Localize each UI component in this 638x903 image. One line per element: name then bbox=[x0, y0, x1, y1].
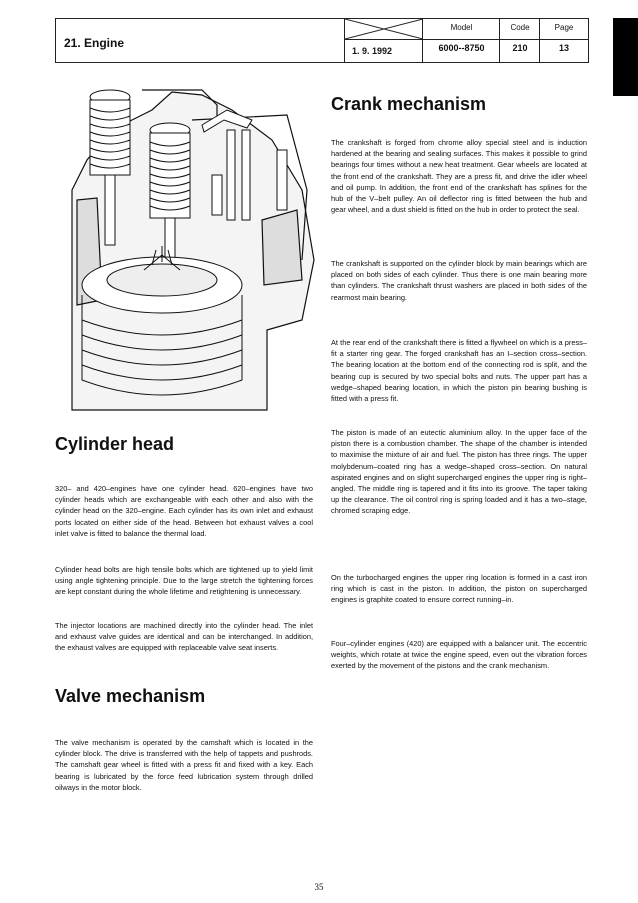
crank-paragraph-2: The crankshaft is supported on the cylinder block by main bearings which are placed on both sides of each cylinder. Thus there is one main bearing more than cylinders. The crankshaft thrust washers are placed in both sides of the rearmost main bearing. bbox=[331, 259, 587, 302]
crank-paragraph-6: Four–cylinder engines (420) are equipped with a balancer unit. The eccentric weights, which rotate at twice the engine speed, even out the vibration forces exerted by the movement of the pistons and the crank mechanism. bbox=[331, 639, 587, 671]
valve-paragraph-1: The valve mechanism is operated by the camshaft which is located in the cylinder block. The drive is transferred with the help of tappets and pushrods. The camshaft gear wheel is fitted with a press fit and fixed with a key. Each bearing is lubricated by the force feed lubrication system through drilled oilways in the motor block. bbox=[55, 738, 313, 792]
model-cell bbox=[422, 19, 500, 62]
document-header bbox=[55, 18, 589, 63]
cross-mark-icon bbox=[345, 19, 423, 39]
chapter-title: 21. Engine bbox=[64, 36, 125, 50]
section-tab-marker bbox=[613, 18, 638, 96]
cylinder-head-cutaway-illustration bbox=[52, 80, 327, 416]
valve-mechanism-heading: Valve mechanism bbox=[55, 686, 206, 706]
cylinder-head-paragraph-2: Cylinder head bolts are high tensile bolts which are tightened up to yield limit using angle tightening principle. Due to the large stretch the tightening forces are kept constant during the whole lifetime and retightening is unnecessary. bbox=[55, 565, 313, 597]
code-cell bbox=[499, 19, 540, 62]
page-label: Page bbox=[554, 23, 574, 32]
code-label: Code bbox=[510, 23, 530, 32]
page-cell bbox=[539, 19, 588, 62]
crank-mechanism-heading: Crank mechanism bbox=[331, 94, 487, 114]
page-value: 13 bbox=[558, 43, 569, 53]
issue-date: 1. 9. 1992 bbox=[352, 46, 393, 56]
page-number: 35 bbox=[314, 882, 324, 892]
crank-paragraph-3: At the rear end of the crankshaft there is fitted a flywheel on which is a press–fit a starter ring gear. The forged crankshaft has an I–section cross–section. The bearing location at the bottom end of the connecting rod is split, and the bearing cup is secured by two special bolts and nuts. The upper part has a wedge–shaped bearing location, in which the piston pin bearing bushing is fitted with a press fit. bbox=[331, 338, 587, 404]
crank-paragraph-4: The piston is made of an eutectic aluminium alloy. In the upper face of the piston there is a combustion chamber. The shape of the chamber is intended to maximise the mixture of air and fuel. The piston has three rings. The upper molybdenum–coated ring has a wedge–shaped cross–section. On natural aspirated engines and on slight supercharged engines the upper ring is right–angled. The middle ring is tapered and it fits into its groove. The taper taking up the clearance. The oil control ring is spring loaded and it has a two–stage, chromed scraping edge. bbox=[331, 428, 587, 516]
model-value: 6000--8750 bbox=[438, 43, 485, 53]
crank-paragraph-5: On the turbocharged engines the upper ring location is formed in a cast iron ring which is cast in the piston. In addition, the piston on supercharged engines is graphite coated to ensure correct running–in. bbox=[331, 573, 587, 605]
model-label: Model bbox=[450, 23, 473, 32]
crank-paragraph-1: The crankshaft is forged from chrome alloy special steel and is induction hardened at the bearing and sealing surfaces. This makes it possible to grind bearings four times without a new heat treatment. Gear wheels are located at the front end of the crankshaft. They are a press fit, and drive the idler wheel and oil pump. In addition, the front end of the crankshaft has splines for the hub of the V–belt pulley. An oil deflector ring is fitted between the hub and gear wheel, and a dust shield is fitted on the hub in order to protect the seal. bbox=[331, 138, 587, 215]
code-value: 210 bbox=[512, 43, 528, 53]
cylinder-head-paragraph-3: The injector locations are machined directly into the cylinder head. The inlet and exhaust valve guides are identical and can be interchanged. In addition, the exhaust valves are equipped with replaceable valve seat inserts. bbox=[55, 621, 313, 653]
cylinder-head-paragraph-1: 320– and 420–engines have one cylinder head. 620–engines have two cylinder heads which are exchangeable with each other and also with the cylinder head on the 320–engine. Each cylinder has its own inlet and exhaust ports located on either side of the head. Between hot exhaust valves a cool inlet valve is fitted to balance the thermal load. bbox=[55, 484, 313, 538]
cylinder-head-heading: Cylinder head bbox=[55, 434, 175, 454]
